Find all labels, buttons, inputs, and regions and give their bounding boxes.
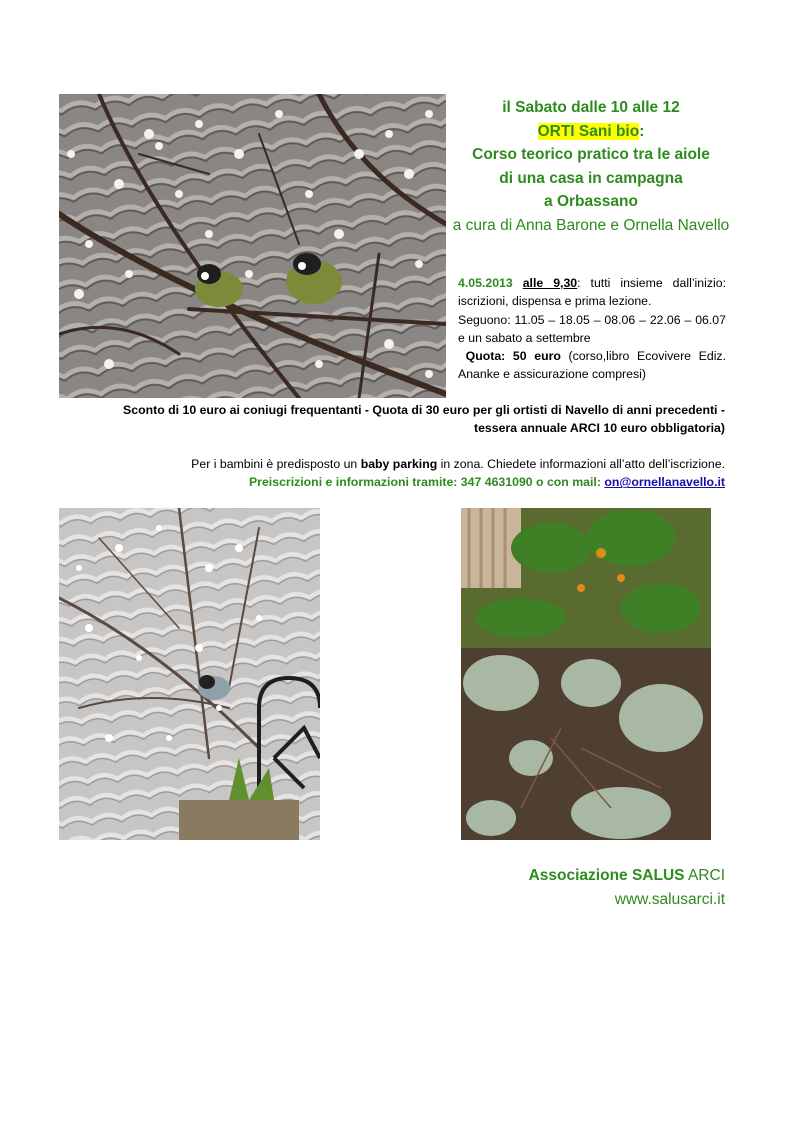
blossom-birds-photo: [59, 94, 446, 398]
schedule-dates: 11.05 – 18.05 – 08.06 – 22.06 – 06.07 e un sabato a settembre: [458, 312, 726, 345]
association-website: www.salusarci.it: [614, 891, 725, 908]
discount-line-1: Sconto di 10 euro ai coniugi frequentanti - Quota di 30 euro per gli ortisti di Navello di anni precedenti -: [123, 403, 725, 417]
course-details: [458, 274, 726, 384]
intro-text: : tutti insieme dall’inizio: iscrizioni, dispensa e prima lezione.: [458, 276, 726, 309]
baby-parking-text-1: Per i bambini è predisposto un: [191, 457, 361, 471]
baby-parking-text-2: in zona. Chiedete informazioni all’atto dell’iscrizione.: [437, 457, 725, 471]
vegetable-garden-photo: [461, 508, 711, 840]
course-location: a Orbassano: [544, 193, 638, 210]
course-name-highlight: ORTI Sani bio: [537, 122, 640, 140]
association-footer: [460, 864, 725, 912]
association-bold: SALUS: [631, 867, 685, 884]
registration-info: [80, 455, 725, 492]
start-time: alle 9,30: [522, 276, 578, 290]
association-name: [460, 864, 725, 888]
association-prefix: Associazione: [528, 867, 632, 884]
start-date: 4.05.2013: [458, 276, 513, 290]
course-schedule-heading: il Sabato dalle 10 alle 12: [502, 99, 680, 116]
course-title-block: [452, 96, 730, 237]
email-link[interactable]: on@ornellanavello.it: [604, 475, 725, 490]
course-name-suffix: :: [639, 122, 645, 140]
discount-info: [80, 401, 725, 438]
bird-balcony-photo: [59, 508, 320, 840]
preregistration-text: Preiscrizioni e informazioni tramite: 347 4631090 o con mail:: [248, 475, 605, 490]
course-organizers: a cura di Anna Barone e Ornella Navello: [452, 216, 730, 234]
quota-note: (corso,libro Ecovivere Ediz. Ananke e assicurazione compresi): [458, 349, 726, 382]
baby-parking-info: [80, 455, 725, 473]
quota-label: Quota: 50 euro: [465, 349, 561, 364]
course-name: [452, 120, 730, 144]
discount-line-2: tessera annuale ARCI 10 euro obbligatoria): [473, 421, 725, 436]
association-suffix: ARCI: [684, 867, 725, 884]
course-description-2: di una casa in campagna: [499, 169, 683, 187]
baby-parking-bold: baby parking: [360, 457, 438, 471]
preregistration-info: [80, 473, 725, 491]
schedule-label: Seguono:: [458, 312, 511, 327]
course-description: Corso teorico pratico tra le aiole: [472, 146, 710, 163]
